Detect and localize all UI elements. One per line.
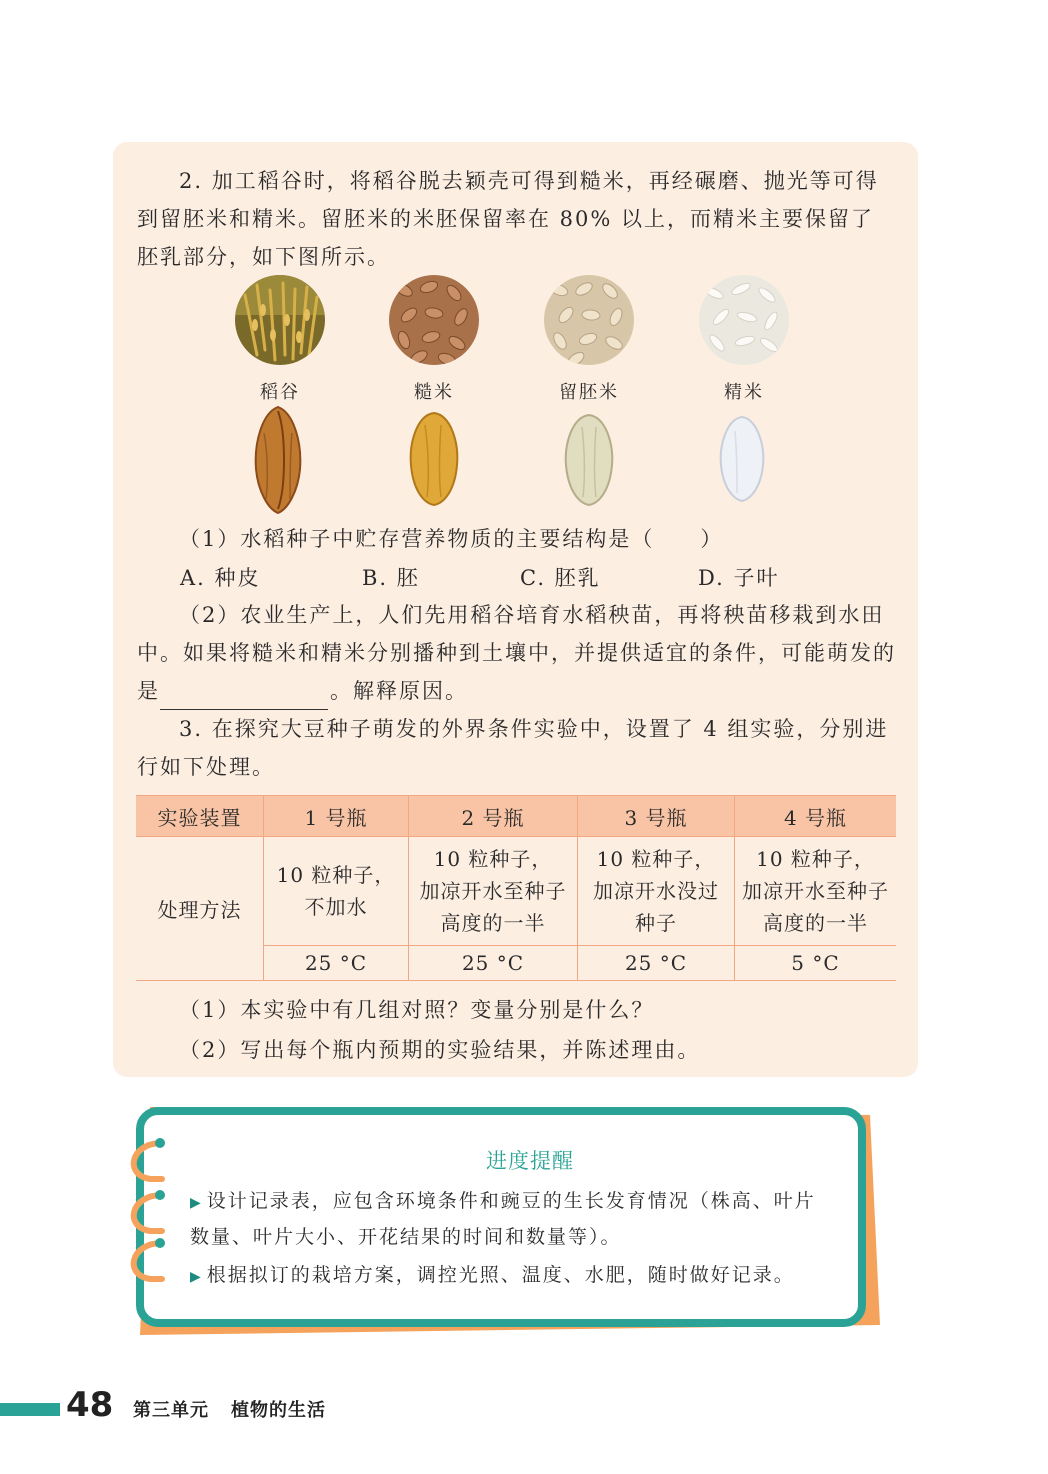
question3-intro: 3. 在探究大豆种子萌发的外界条件实验中，设置了 4 组实验，分别进行如下处理。 [137,717,889,779]
cell-line: 加凉开水没过 [593,879,719,903]
footer-unit: 第三单元 [133,1400,209,1421]
table-header: 3 号瓶 [578,796,735,837]
cell-line: 不加水 [304,895,368,919]
answer-blank[interactable] [160,685,328,710]
cell-line: 高度的一半 [763,911,868,935]
footer-chapter: 植物的生活 [231,1400,326,1421]
option-d: D. 子叶 [698,566,780,590]
footer-title [133,1396,348,1422]
cell-line: 加凉开水至种子 [419,879,567,903]
reminder-item-1-cont: 数量、叶片大小、开花结果的时间和数量等）。 [190,1226,622,1248]
table-cell [578,837,735,946]
photo-label-germ-rice: 留胚米 [559,382,619,403]
table-header-row [136,796,896,837]
temp-cell: 25 °C [264,946,409,981]
paddy-grain-image [250,403,306,515]
reminder-item-1-line1: 设计记录表，应包含环境条件和豌豆的生长发育情况（株高、叶片 [206,1190,816,1212]
table-header: 1 号瓶 [264,796,409,837]
cell-line: 10 粒种子， [756,847,875,871]
question3-sub2: （2）写出每个瓶内预期的实验结果，并陈述理由。 [179,1038,701,1062]
table-header: 实验装置 [136,796,264,837]
white-rice-photo [699,275,789,365]
question3-sub1: （1）本实验中有几组对照？变量分别是什么？ [179,998,655,1022]
option-c: C. 胚乳 [520,566,601,590]
table-cell [409,837,578,946]
reminder-item-2 [190,1257,830,1295]
table-header: 2 号瓶 [409,796,578,837]
question2-sub2-text: （2）农业生产上，人们先用稻谷培育水稻秧苗，再将秧苗移栽到水田中。如果将糙米和精米分别播种到土壤中，并提供适宜的条件，可能萌发的是 [137,603,896,703]
reminder-item-2-text: 根据拟订的栽培方案，调控光照、温度、水肥，随时做好记录。 [206,1264,795,1286]
brown-rice-photo [389,275,479,365]
page-number: 48 [66,1385,114,1425]
triangle-bullet-icon: ▶ [190,1195,203,1211]
triangle-bullet-icon: ▶ [190,1269,203,1285]
question2-sub2-tail: 。解释原因。 [330,679,468,703]
rice-plant-photo [235,275,325,365]
reminder-item-1 [190,1183,830,1221]
footer-bar [0,1403,60,1416]
table-header: 4 号瓶 [735,796,897,837]
cell-line: 10 粒种子， [433,847,553,871]
question2-sub2 [137,596,897,710]
table-cell [264,837,409,946]
experiment-table [136,795,896,981]
temp-cell: 25 °C [578,946,735,981]
photo-label-white-rice: 精米 [724,382,764,403]
germ-rice-grain-image [560,403,618,509]
table-row [136,837,896,946]
cell-line: 10 粒种子， [596,847,716,871]
white-rice-grain-image [715,403,769,503]
brown-rice-grain-image [405,403,463,509]
photo-label-brown-rice: 糙米 [414,382,454,403]
option-b: B. 胚 [362,566,420,590]
germ-rice-photo [544,275,634,365]
photo-label-paddy: 稻谷 [260,382,300,403]
question2-sub1: （1）水稻种子中贮存营养物质的主要结构是（ ） [179,527,724,551]
cell-line: 加凉开水至种子 [742,879,889,903]
table-cell [735,837,897,946]
cell-line: 高度的一半 [440,911,546,935]
temp-cell: 25 °C [409,946,578,981]
temp-cell: 5 °C [735,946,897,981]
question2-intro: 2. 加工稻谷时，将稻谷脱去颖壳可得到糙米，再经碾磨、抛光等可得到留胚米和精米。留胚米的米胚保留率在 80% 以上，而精米主要保留了胚乳部分，如下图所示。 [137,169,879,269]
option-a: A. 种皮 [180,566,261,590]
reminder-title: 进度提醒 [486,1150,574,1173]
row-label: 处理方法 [136,837,264,981]
cell-line: 10 粒种子， [276,863,396,887]
cell-line: 种子 [635,911,677,935]
